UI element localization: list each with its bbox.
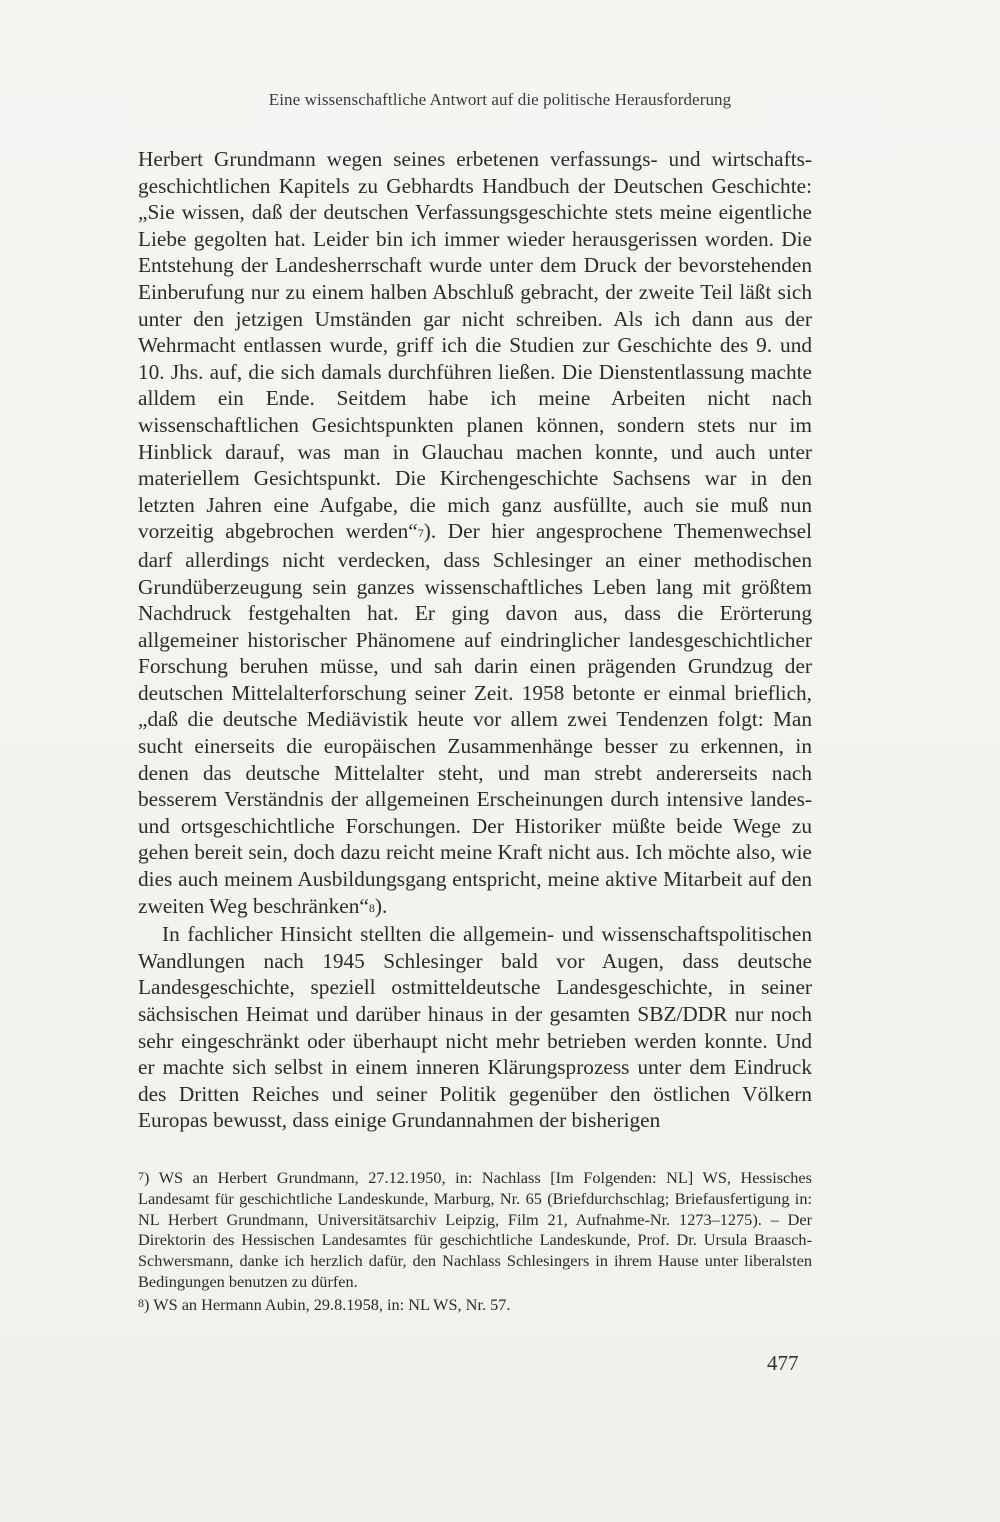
paragraph-1-part-a: Herbert Grundmann wegen seines erbetenen verfassungs- und wirtschaftsgeschichtlichen Kapitels zu Gebhardts Handbuch der Deutschen Geschichte: „Sie wissen, daß der deutschen Verfassungsgeschichte stets meine eigentliche Liebe gegolten hat. Leider bin ich immer wieder herausgerissen worden. Die Entstehung der Landesherrschaft wurde unter dem Druck der bevorstehenden Einberufung nur zu einem halben Abschluß gebracht, der zweite Teil läßt sich unter den jetzigen Umständen gar nicht schreiben. Als ich dann aus der Wehrmacht entlassen wurde, griff ich die Studien zur Geschichte des 9. und 10. Jhs. auf, die sich damals durchführen ließen. Die Dienstentlassung machte alldem ein Ende. Seitdem habe ich meine Arbeiten nicht nach wissenschaftlichen Gesichtspunkten planen können, sondern stets nur im Hinblick darauf, was man in Glauchau machen konnte, und auch unter materiellem Gesichtspunkt. Die Kirchengeschichte Sachsens war in den letzten Jahren eine Aufgabe, die mich ganz ausfüllte, auch sie muß nun vorzeitig abgebrochen werden“ <box>138 147 812 544</box>
footnote-text: WS an Herbert Grundmann, 27.12.1950, in: Nachlass [Im Folgenden: NL] WS, Hessisches Landesamt für geschichtliche Landeskunde, Marburg, Nr. 65 (Briefdurchschlag; Briefausfertigung in: NL Herbert Grundmann, Universitätsarchiv Leipzig, Film 21, Aufnahme-Nr. 1273–1275). – Der Direktorin des Hessischen Landesamtes für geschichtliche Landeskunde, Prof. Dr. Ursula Braasch-Schwersmann, danke ich herzlich dafür, den Nachlass Schlesingers in ihrem Hause unter liberalsten Bedingungen benutzen zu dürfen. <box>138 1168 812 1291</box>
page-number: 477 <box>767 1351 799 1375</box>
paragraph-1-part-b: ). Der hier angesprochene Themenwechsel darf allerdings nicht verdecken, dass Schlesinger an einer methodischen Grundüberzeugung sein ganzes wissenschaftliches Leben lang mit größtem Nachdruck festgehalten hat. Er ging davon aus, dass die Erörterung allgemeiner historischer Phänomene auf eindringlicher landesgeschichtlicher Forschung beruhen müsse, und sah darin einen prägenden Grundzug der deutschen Mittelalterforschung seiner Zeit. 1958 betonte er einmal brieflich, „daß die deutsche Mediävistik heute vor allem zwei Tendenzen folgt: Man sucht einerseits die europäischen Zusammenhänge besser zu erkennen, in denen das deutsche Mittelalter steht, und man strebt andererseits nach besserem Verständnis der allgemeinen Erscheinungen durch intensive landes- und ortsgeschichtliche Forschungen. Der Historiker müßte beide Wege zu gehen bereit sein, doch dazu reicht meine Kraft nicht aus. Ich möchte also, wie dies auch meinem Ausbildungsgang entspricht, meine aktive Mitarbeit auf den zweiten Weg beschränken“ <box>138 519 813 918</box>
footnotes <box>138 1166 812 1316</box>
footnote-text: WS an Hermann Aubin, 29.8.1958, in: NL WS, Nr. 57. <box>153 1294 511 1314</box>
paragraph-1 <box>138 146 812 921</box>
paragraph-2: In fachlicher Hinsicht stellten die allgemein- und wissenschaftspolitischen Wandlungen nach 1945 Schlesinger bald vor Augen, dass deutsche Landesgeschichte, speziell ostmitteldeutsche Landesgeschichte, in seiner sächsischen Heimat und darüber hinaus in der gesamten SBZ/DDR nur noch sehr eingeschränkt oder überhaupt nicht mehr betrieben werden konnte. Und er machte sich selbst in einem inneren Klärungsprozess unter dem Eindruck des Dritten Reiches und seiner Politik gegenüber den östlichen Völkern Europas bewusst, dass einige Grundannahmen der bisherigen <box>138 922 812 1133</box>
footnote-8: 8) WS an Hermann Aubin, 29.8.1958, in: NL WS, Nr. 57. <box>138 1294 511 1314</box>
footnote-number: 7 <box>138 1169 144 1183</box>
footnote-7: 7) WS an Herbert Grundmann, 27.12.1950, in: Nachlass [Im Folgenden: NL] WS, Hessisches Landesamt für geschichtliche Landeskunde, Marburg, Nr. 65 (Briefdurchschlag; Briefausfertigung in: NL Herbert Grundmann, Universitätsarchiv Leipzig, Film 21, Aufnahme-Nr. 1273–1275). – Der Direktorin des Hessischen Landesamtes für geschichtliche Landeskunde, Prof. Dr. Ursula Braasch-Schwersmann, danke ich herzlich dafür, den Nachlass Schlesingers in ihrem Hause unter liberalsten Bedingungen benutzen zu dürfen. <box>138 1168 812 1291</box>
body-text <box>138 146 812 1134</box>
running-head: Eine wissenschaftliche Antwort auf die politische Herausforderung <box>268 90 732 109</box>
footnote-ref-8: 8 <box>368 900 375 915</box>
paragraph-1-part-c: ). <box>374 893 388 918</box>
footnote-number: 8 <box>138 1295 144 1310</box>
footnote-ref-7: 7 <box>417 526 424 541</box>
